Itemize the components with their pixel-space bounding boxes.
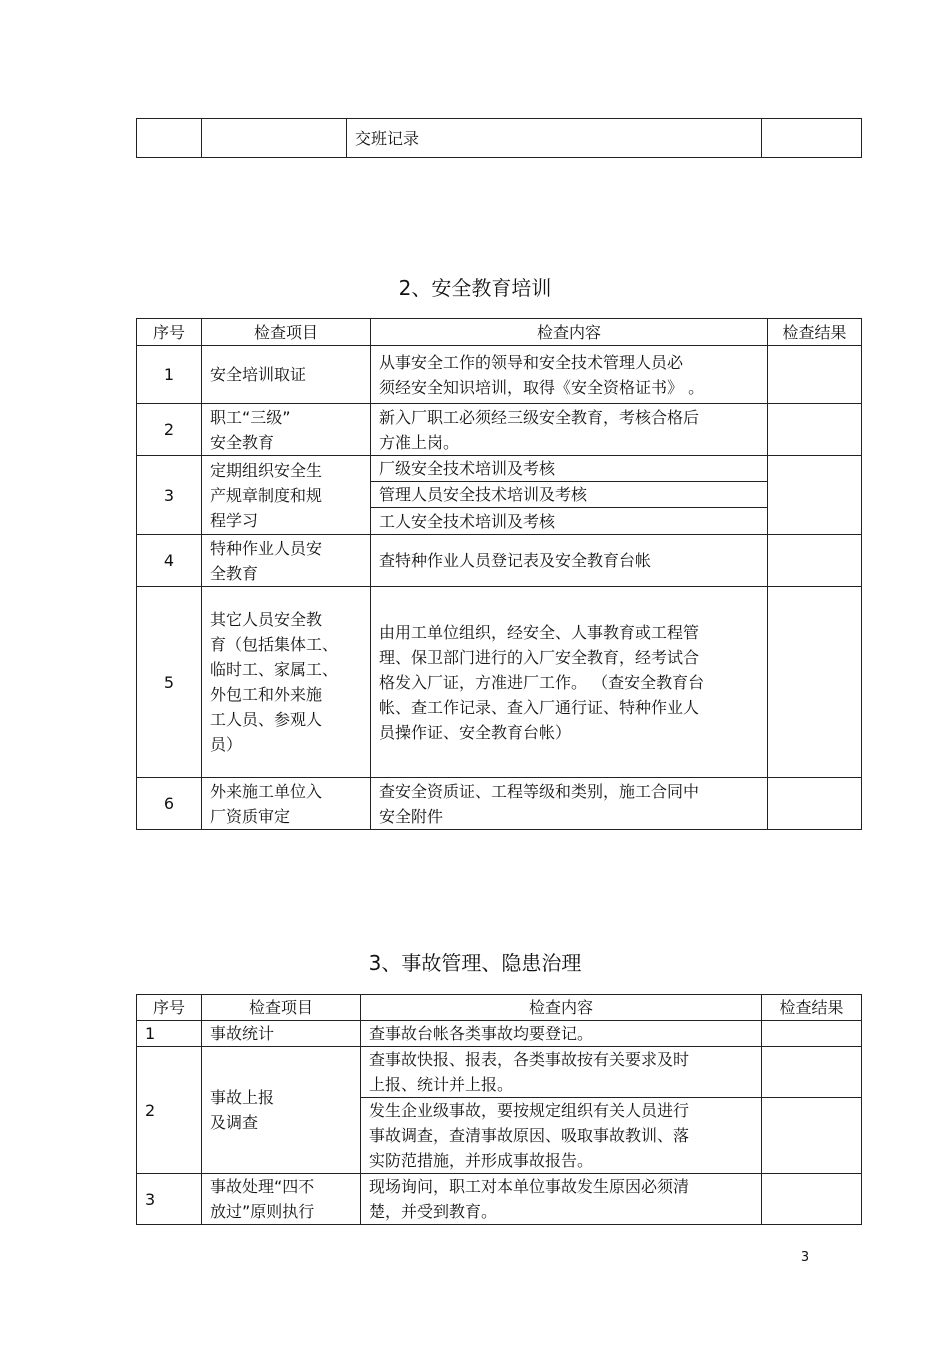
row-result [768,346,862,404]
row-result [768,778,862,830]
row-result [768,535,862,587]
row-no: 4 [137,535,202,587]
cell-no [137,119,202,158]
accident-management-table [136,994,862,1225]
row-content: 管理人员安全技术培训及考核 [371,482,768,508]
header-result: 检查结果 [762,995,862,1021]
header-no: 序号 [137,995,202,1021]
row-result [762,1174,862,1225]
row-content: 查特种作业人员登记表及安全教育台帐 [371,535,768,587]
table-row [137,119,862,158]
table-header-row [137,319,862,346]
row-no: 5 [137,587,202,778]
table-row [137,1021,862,1047]
section-title: 2、安全教育培训 [398,276,552,300]
continuation-table [136,118,862,158]
safety-training-table [136,318,862,830]
table-row [137,456,862,482]
table-row [137,1174,862,1225]
row-result [768,456,862,535]
row-no: 2 [137,1047,202,1174]
row-item: 其它人员安全教 育（包括集体工、 临时工、家属工、 外包工和外来施 工人员、参观人 员） [202,587,371,778]
row-content: 查事故台帐各类事故均要登记。 [361,1021,762,1047]
page-number: 3 [800,1250,810,1265]
header-result: 检查结果 [768,319,862,346]
row-result [762,1021,862,1047]
row-content: 查事故快报、报表，各类事故按有关要求及时 上报、统计并上报。 [361,1047,762,1098]
row-item: 特种作业人员安 全教育 [202,535,371,587]
row-content: 查安全资质证、工程等级和类别，施工合同中 安全附件 [371,778,768,830]
row-item: 定期组织安全生 产规章制度和规 程学习 [202,456,371,535]
row-content: 由用工单位组织，经安全、人事教育或工程管 理、保卫部门进行的入厂安全教育，经考试合 格发入厂证，方准进厂工作。 （查安全教育台 帐、查工作记录、查入厂通行证、特种作业人 员操作证、安全教育台帐） [371,587,768,778]
row-no: 1 [137,1021,202,1047]
table-row [137,346,862,404]
cell-item [202,119,347,158]
row-content: 发生企业级事故，要按规定组织有关人员进行 事故调查，查清事故原因、吸取事故教训、落 实防范措施，并形成事故报告。 [361,1098,762,1174]
cell-result [762,119,862,158]
row-no: 2 [137,404,202,456]
header-item: 检查项目 [202,995,361,1021]
row-result [762,1047,862,1098]
row-no: 1 [137,346,202,404]
header-content: 检查内容 [371,319,768,346]
row-no: 6 [137,778,202,830]
row-no: 3 [137,1174,202,1225]
row-result [768,404,862,456]
table-row [137,404,862,456]
table-row [137,535,862,587]
row-content: 现场询问，职工对本单位事故发生原因必须清 楚，并受到教育。 [361,1174,762,1225]
row-content: 工人安全技术培训及考核 [371,508,768,535]
row-no: 3 [137,456,202,535]
row-item: 事故统计 [202,1021,361,1047]
row-item: 安全培训取证 [202,346,371,404]
table-row [137,587,862,778]
row-item: 事故处理“四不 放过”原则执行 [202,1174,361,1225]
row-item: 职工“三级” 安全教育 [202,404,371,456]
row-item: 外来施工单位入 厂资质审定 [202,778,371,830]
table-row [137,1047,862,1098]
table-header-row [137,995,862,1021]
header-no: 序号 [137,319,202,346]
header-item: 检查项目 [202,319,371,346]
row-result [768,587,862,778]
row-result [762,1098,862,1174]
cell-content: 交班记录 [347,119,762,158]
row-content: 从事安全工作的领导和安全技术管理人员必 须经安全知识培训，取得《安全资格证书》 。 [371,346,768,404]
section-title: 3、事故管理、隐患治理 [368,951,582,975]
row-content: 新入厂职工必须经三级安全教育，考核合格后 方准上岗。 [371,404,768,456]
table-row [137,778,862,830]
header-content: 检查内容 [361,995,762,1021]
row-content: 厂级安全技术培训及考核 [371,456,768,482]
row-item: 事故上报 及调查 [202,1047,361,1174]
